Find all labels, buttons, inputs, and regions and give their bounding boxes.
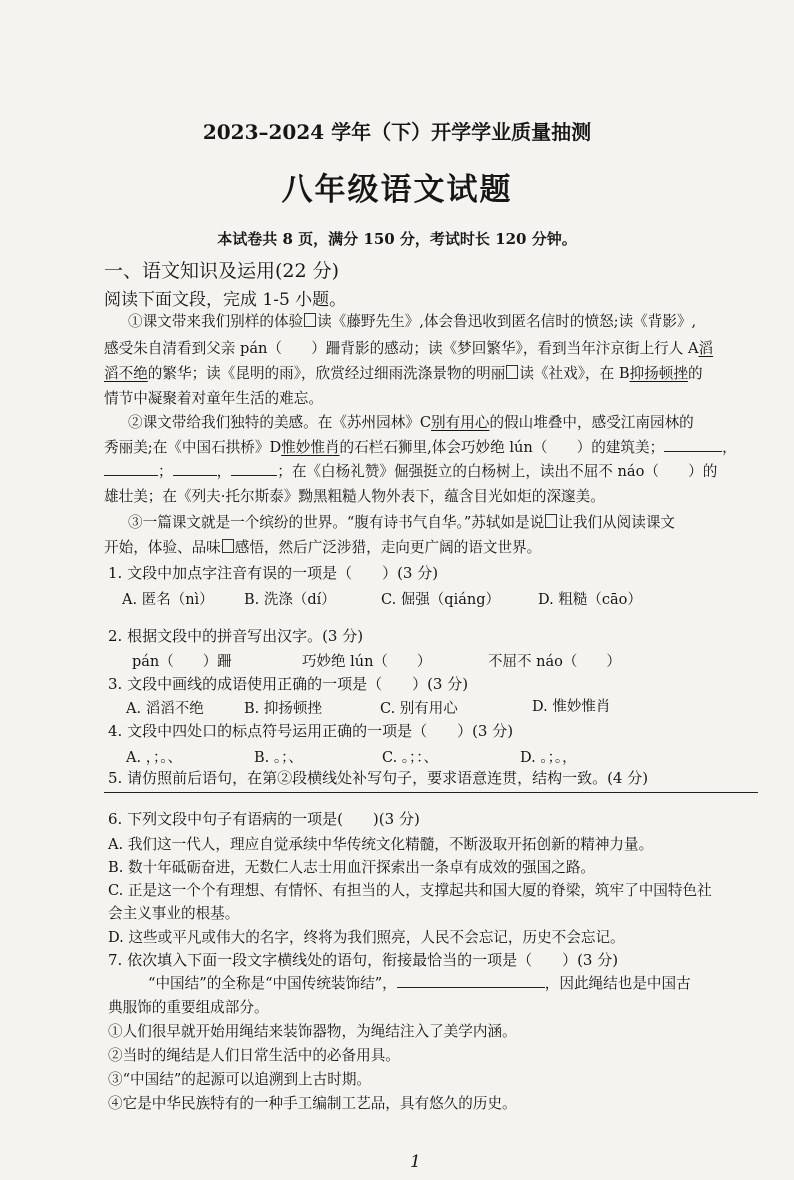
question-1-option-c[interactable]: C. 倔强（qiáng） xyxy=(381,592,500,608)
question-7-sentence-1: ①人们很早就开始用绳结来装饰器物，为绳结注入了美学内涵。 xyxy=(108,1023,517,1040)
question-4-stem: 4. 文段中四处口的标点符号运用正确的一项是（ ）(3 分) xyxy=(108,722,514,740)
passage-line: 感受朱自清看到父亲 pán（ ）跚背影的感动；读《梦回繁华》，看到当年汴京街上行人 A滔 xyxy=(104,340,714,357)
exam-title: 2023–2024 学年（下）开学学业质量抽测 xyxy=(202,120,592,144)
passage-line: ③一篇课文就是一个缤纷的世界。“腹有诗书气自华。”苏轼如是说 让我们从阅读课文 xyxy=(128,514,676,531)
passage-line: 情节中凝聚着对童年生活的难忘。 xyxy=(104,390,323,407)
question-7-sentence-2: ②当时的绳结是人们日常生活中的必备用具。 xyxy=(108,1047,400,1064)
question-3-stem: 3. 文段中画线的成语使用正确的一项是（ ）(3 分) xyxy=(108,675,469,693)
question-2-item-c[interactable]: 不屈不 náo（ ） xyxy=(488,654,621,670)
subject-title: 八年级语文试题 xyxy=(281,172,513,208)
passage-line: 秀丽美;在《中国石拱桥》D惟妙惟肖的石栏石狮里,体会巧妙绝 lún（ ）的建筑美； ， xyxy=(104,439,737,456)
question-6-option-c-cont: 会主义事业的根基。 xyxy=(108,905,240,922)
passage-line: 雄壮美；在《列夫·托尔斯泰》黝黑粗糙人物外表下，蕴含目光如炬的深邃美。 xyxy=(104,488,605,505)
passage-line: 滔不绝的繁华；读《昆明的雨》，欣赏经过细雨洗涤景物的明丽 读《社戏》，在 B抑扬顿挫的 xyxy=(104,365,703,382)
question-1-option-d[interactable]: D. 粗糙（cāo） xyxy=(538,592,642,608)
answer-blank[interactable] xyxy=(173,461,217,476)
punctuation-box xyxy=(545,514,557,528)
question-2-item-a[interactable]: pán（ ）跚 xyxy=(132,654,232,670)
answer-blank[interactable] xyxy=(104,461,158,476)
question-6-option-a[interactable]: A. 我们这一代人，理应自觉承续中华传统文化精髓，不断汲取开拓创新的精神力量。 xyxy=(108,836,654,853)
question-3-option-c[interactable]: C. 别有用心 xyxy=(380,701,458,717)
passage-line: ②课文带给我们独特的美感。在《苏州园林》C别有用心的假山堆叠中，感受江南园林的 xyxy=(128,414,694,431)
section-heading: 一、语文知识及运用(22 分) xyxy=(104,260,340,282)
question-6-stem: 6. 下列文段中句子有语病的一项是( )(3 分) xyxy=(108,810,420,828)
question-4-option-a[interactable]: A. ，；。、 xyxy=(126,750,182,766)
question-4-option-d[interactable]: D. 。；。， xyxy=(520,750,577,766)
question-6-option-c[interactable]: C. 正是这一个个有理想、有情怀、有担当的人，支撑起共和国大厦的脊梁，筑牢了中国特色社 xyxy=(108,882,712,899)
page-number: 1 xyxy=(410,1152,421,1172)
question-7-text-cont: 典服饰的重要组成部分。 xyxy=(108,999,269,1016)
question-7-sentence-3: ③“中国结”的起源可以追溯到上古时期。 xyxy=(108,1071,372,1088)
question-2-stem: 2. 根据文段中的拼音写出汉字。(3 分) xyxy=(108,627,364,645)
question-4-option-b[interactable]: B. 。；、 xyxy=(254,750,303,766)
exam-info: 本试卷共 8 页，满分 150 分，考试时长 120 分钟。 xyxy=(217,230,577,248)
question-3-option-a[interactable]: A. 滔滔不绝 xyxy=(126,701,204,717)
question-7-text: “中国结”的全称是“中国传统装饰结”， ，因此绳结也是中国古 xyxy=(148,975,691,992)
passage-line: ； ， ；在《白杨礼赞》倔强挺立的白杨树上，读出不屈不 náo（ ）的 xyxy=(104,460,717,481)
punctuation-box xyxy=(506,365,518,379)
question-3-option-b[interactable]: B. 抑扬顿挫 xyxy=(244,701,322,717)
question-1-option-a[interactable]: A. 匿名（nì） xyxy=(122,592,214,608)
passage-line: 开始，体验、品味 感悟，然后广泛涉猎，走向更广阔的语文世界。 xyxy=(104,539,542,556)
question-7-sentence-4: ④它是中华民族特有的一种手工编制工艺品，具有悠久的历史。 xyxy=(108,1095,517,1112)
question-5-stem: 5. 请仿照前后语句，在第②段横线处补写句子，要求语意连贯，结构一致。(4 分) xyxy=(108,769,649,787)
question-7-stem: 7. 依次填入下面一段文字横线处的语句，衔接最恰当的一项是（ ）(3 分) xyxy=(108,951,619,969)
answer-blank[interactable] xyxy=(664,437,722,452)
question-1-stem: 1. 文段中加点字注音有误的一项是（ ）(3 分) xyxy=(108,564,439,582)
question-3-option-d[interactable]: D. 惟妙惟肖 xyxy=(532,699,611,715)
question-2-item-b[interactable]: 巧妙绝 lún（ ） xyxy=(302,654,432,670)
punctuation-box xyxy=(304,313,316,327)
section-instruction: 阅读下面文段，完成 1-5 小题。 xyxy=(104,290,347,310)
answer-blank[interactable] xyxy=(397,973,545,988)
question-4-option-c[interactable]: C. 。；：、 xyxy=(382,750,439,766)
passage-line: ①课文带来我们别样的体验 读《藤野先生》,体会鲁迅收到匿名信时的愤怒;读《背影》, xyxy=(128,313,697,330)
question-1-option-b[interactable]: B. 洗涤（dí） xyxy=(244,592,336,608)
punctuation-box xyxy=(222,539,234,553)
answer-line[interactable] xyxy=(104,792,758,793)
question-6-option-b[interactable]: B. 数十年砥砺奋进，无数仁人志士用血汗探索出一条卓有成效的强国之路。 xyxy=(108,859,596,876)
question-6-option-d[interactable]: D. 这些或平凡或伟大的名字，终将为我们照亮，人民不会忘记，历史不会忘记。 xyxy=(108,929,625,946)
answer-blank[interactable] xyxy=(231,461,277,476)
